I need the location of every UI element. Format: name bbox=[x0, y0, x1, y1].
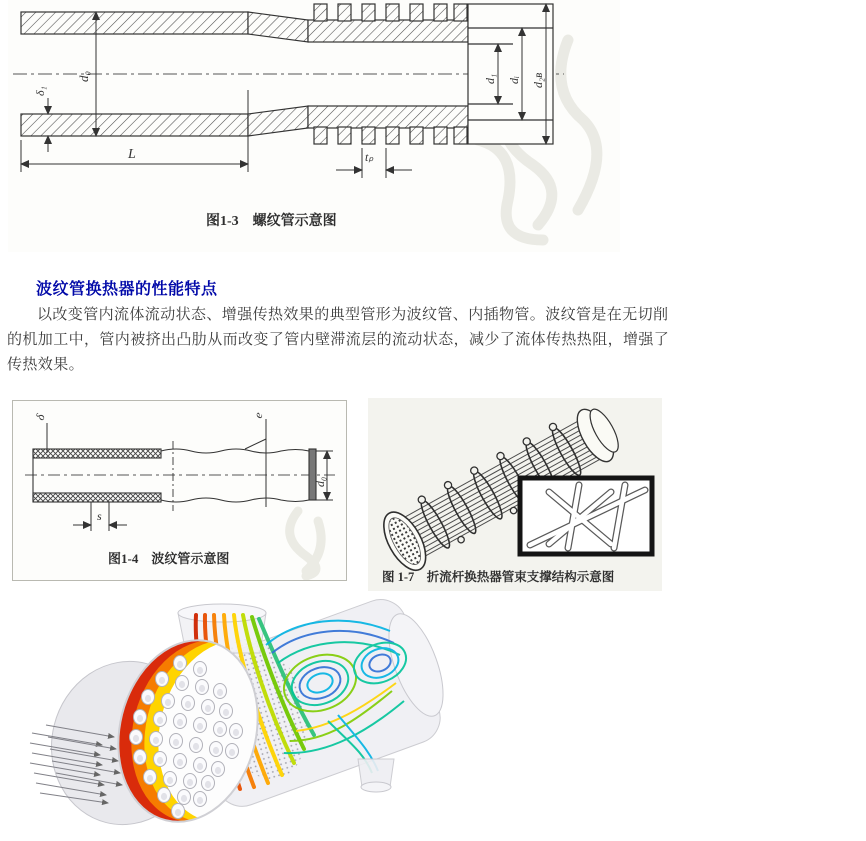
label-thread-pitch: tₚ bbox=[365, 150, 374, 164]
label-mid-diameter: dᵢ bbox=[507, 76, 521, 84]
figure-1-3-threaded-tube-image bbox=[8, 0, 620, 252]
rod-baffle-drawing bbox=[368, 398, 662, 591]
watermark bbox=[290, 511, 321, 576]
paragraph-line: 传热效果。 bbox=[7, 356, 85, 373]
figure-1-7-caption: 图 1-7 折流杆换热器管束支撑结构示意图 bbox=[382, 570, 615, 584]
figure-1-4-caption: 图1-4 波纹管示意图 bbox=[108, 551, 230, 566]
rod-support-inset bbox=[520, 478, 652, 554]
corrugated-tube-drawing bbox=[13, 401, 346, 580]
paragraph-line: 的机加工中，管内被挤出凸肋从而改变了管内壁滞流层的流动状态，减少了流体传热热阻，增强了 bbox=[7, 331, 670, 348]
label-wall-thickness: δ₁ bbox=[33, 86, 47, 96]
label-wave-height: e bbox=[250, 410, 266, 421]
section-heading: 波纹管换热器的性能特点 bbox=[36, 281, 218, 298]
label-outer-diameter: d₀ bbox=[313, 476, 327, 487]
label-outer-diameter: d₀ bbox=[76, 70, 91, 82]
outlet-nozzle bbox=[358, 759, 394, 792]
label-inner-diameter: d₁ bbox=[483, 73, 497, 84]
label-plain-length: L bbox=[128, 147, 136, 162]
figure-1-4-corrugated-tube-image bbox=[12, 400, 347, 581]
label-wall-thickness: δ bbox=[32, 411, 48, 423]
label-wave-pitch: s bbox=[97, 509, 102, 523]
figure-1-7-rod-baffle-image bbox=[368, 398, 662, 591]
threaded-tube-drawing bbox=[8, 0, 620, 252]
tube-walls bbox=[33, 441, 316, 511]
paragraph-line: 以改变管内流体流动状态、增强传热效果的典型管形为波纹管、内插物管。波纹管是在无切削 bbox=[37, 306, 669, 323]
cfd-heat-exchanger-image bbox=[28, 591, 458, 826]
body-paragraph bbox=[7, 302, 707, 377]
cfd-rendering bbox=[28, 591, 458, 826]
label-thread-outer-diameter: d₂ʙ bbox=[531, 72, 545, 88]
figure-1-3-caption: 图1-3 螺纹管示意图 bbox=[206, 214, 337, 229]
